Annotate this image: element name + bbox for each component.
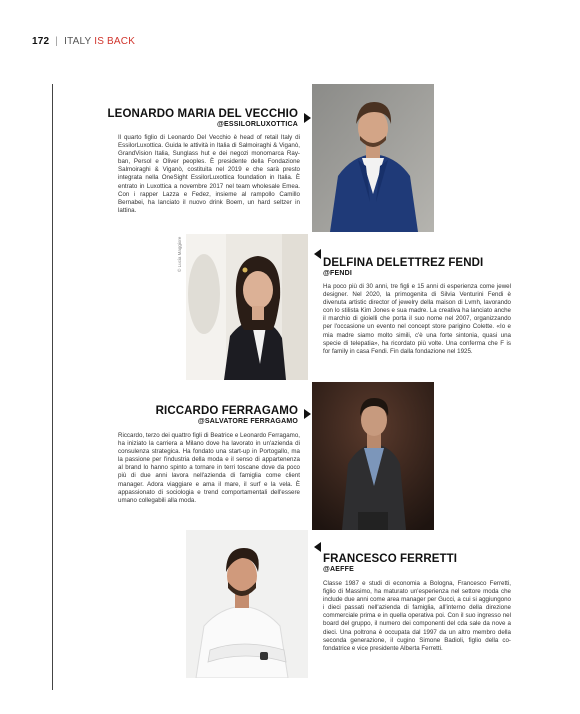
section-title-part1: ITALY: [64, 36, 92, 47]
page-number: 172: [32, 36, 50, 47]
profile-bio-2: Ha poco più di 30 anni, tre figli e 15 anni di esperienza come jewel designer. Nel 2020, la primogenita di Silvia Venturini Fendi è divenuta artistic director of jewelry della maison di Lvmh, lavorando con lo stilista Kim Jones e sua madre. La creativa ha lanciato anche il marchio di gioielli che porta il suo nome nel 2007, organizzando per l'occasione un evento nel concept store parigino Colette. «Io e mia madre siamo molto simili, c'è una forte sintonia, quasi una specie di telepatia», ha ricordato più volte. Una conferma che F is for family in casa Fendi. Fin dalla fondazione nel 1925.: [323, 283, 511, 355]
portrait-photo-4: [186, 530, 308, 678]
section-title-part2: IS BACK: [94, 36, 136, 47]
arrow-marker-1: [304, 113, 311, 123]
profile-company-1: @ESSILORLUXOTTICA: [216, 121, 298, 128]
profile-company-4: @AEFFE: [323, 566, 354, 573]
page-header: [32, 36, 135, 47]
portrait-photo-2: [186, 234, 308, 380]
header-separator: |: [55, 36, 59, 47]
arrow-marker-2: [314, 249, 321, 259]
profile-bio-4: Classe 1987 e studi di economia a Bologna, Francesco Ferretti, figlio di Massimo, ha maturato un'esperienza nel settore moda che include due anni come area manager per Gucci, a cui si aggiungono i dieci passati nell'azienda di famiglia, all'interno della direzione commerciale prima e in quella operativa poi. Con il suo ingresso nel board del gruppo, il numero dei componenti del cda sale da nove a dieci. Una poltrona è occupata dal 1997 da un altro membro della seconda generazione, il cugino Simone Badioli, figlio della co-fondatrice e vice presidente Alberta Ferretti.: [323, 580, 511, 652]
arrow-marker-4: [314, 542, 321, 552]
arrow-marker-3: [304, 409, 311, 419]
left-rule: [52, 84, 53, 690]
profile-bio-1: Il quarto figlio di Leonardo Del Vecchio è head of retail Italy di EssilorLuxottica. Guida le attività in Italia di Salmoiraghi & Viganò, GrandVision Italia, Sunglass hut e dei negozi monomarca Ray-ban, Persol e Oliver peoples. È presidente della Fondazione Salmoiraghi & Viganò, costituita nel 2019 e che sarà presto integrata nella OneSight EssilorLuxottica foundation in Italia. È entrato in Luxottica a novembre 2017 nel team wholesale Emea. Con i rapper Lazza e Fedez, insieme al rampollo Camillo Bernabei, ha lanciato il nuovo drink Boem, un hard seltzer in lattina.: [118, 134, 300, 214]
profile-bio-3: Riccardo, terzo dei quattro figli di Beatrice e Leonardo Ferragamo, ha iniziato la carriera a Milano dove ha lavorato in un'azienda di consulenza strategica. Ha fondato una start-up in Portogallo, ma la passione per l'industria della moda e il senso di appartenenza al brand lo hanno spinto a tornare in terri toscane dove da poco più di due anni lavora nell'azienda di famiglia come client manager. Adora viaggiare e ama il mare, il surf e la vela. È appassionato di sociologia e trend comportamentali dell'essere umano collegabili alla moda.: [118, 432, 300, 504]
profile-name-3: RICCARDO FERRAGAMO: [155, 405, 298, 417]
profile-name-2: DELFINA DELETTREZ FENDI: [323, 257, 484, 269]
portrait-photo-1: [312, 84, 434, 232]
photo-credit: © Lucia Maggiore: [177, 236, 182, 272]
profile-company-2: @FENDI: [323, 270, 353, 277]
portrait-photo-3: [312, 382, 434, 530]
profile-company-3: @SALVATORE FERRAGAMO: [197, 418, 298, 425]
profile-name-4: FRANCESCO FERRETTI: [323, 553, 458, 565]
profile-name-1: LEONARDO MARIA DEL VECCHIO: [107, 108, 298, 120]
